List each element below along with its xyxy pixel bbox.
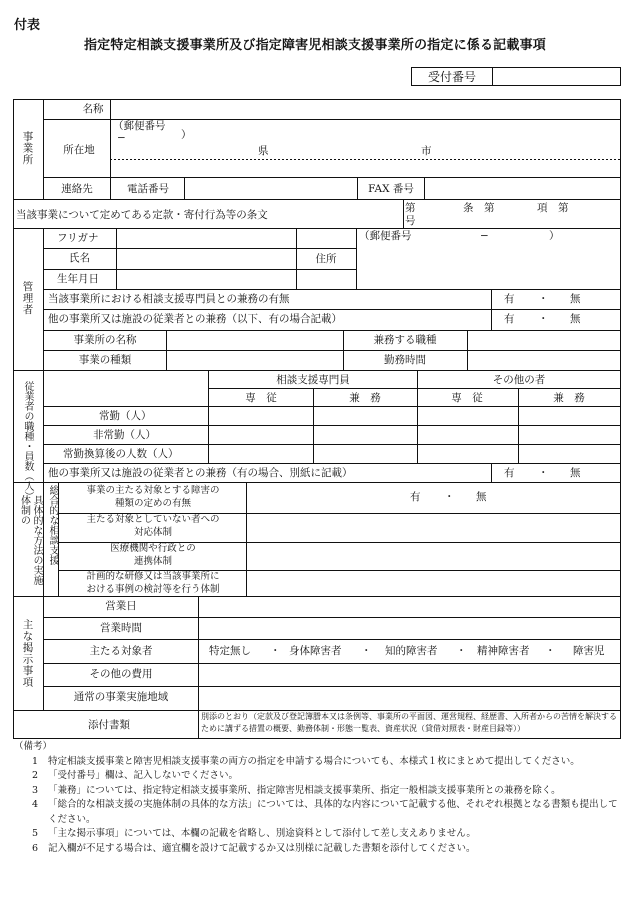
note-text: 「受付番号」欄は、記入しないでください。: [48, 770, 239, 781]
staff-other-concurrent-label: 他の事業所又は施設の従業者との兼務（有の場合、別紙に記載）: [48, 467, 353, 479]
note-item: [14, 769, 622, 784]
articles-gou: 号: [405, 215, 416, 227]
staff-group-label: 従業者の職種・員数（人）: [22, 381, 33, 501]
reception-number-label: 受付番号: [412, 68, 493, 85]
office-fax-label: FAX 番号: [368, 183, 414, 195]
note-number: 3: [31, 784, 38, 796]
target-option-intellectual[interactable]: 知的障害者: [385, 645, 438, 657]
reception-number-box: [411, 67, 621, 86]
service-area-label: 通常の事業実施地域: [73, 691, 169, 703]
note-text: 記入欄が不足する場合は、適宜欄を設けて記載するか又は別様に記載した書類を添付してください。: [48, 842, 476, 854]
support-q1-line1: 事業の主たる対象とする障害の: [86, 485, 220, 496]
note-number: 2: [31, 770, 38, 781]
manager-group-label: 管理者: [21, 281, 34, 316]
target-option-physical[interactable]: 身体障害者: [289, 645, 342, 657]
note-item: [14, 784, 622, 799]
main-items-group-label: 主な掲示事項: [21, 619, 34, 688]
staff-parttime-label: 非常勤（人）: [93, 429, 156, 441]
support-q1-dot: ・: [444, 491, 455, 503]
note-item: [14, 842, 622, 857]
concurrent-other-label: 他の事業所又は施設の従業者との兼務（以下、有の場合記載）: [48, 313, 342, 325]
form-title: 指定特定相談支援事業所及び指定障害児相談支援事業所の指定に係る記載事項: [83, 38, 546, 53]
concurrent-specialist-label: 当該事業所における相談支援専門員との兼務の有無: [48, 293, 290, 305]
staff-other-concurrent-yes[interactable]: 有: [504, 467, 515, 479]
target-option-none[interactable]: 特定無し: [209, 645, 251, 657]
support-q1-line2: 種類の定めの有無: [114, 498, 192, 509]
note-text: 「兼務」については、指定特定相談支援事業所、指定障害児相談支援事業所、指定一般相談支援事業所との兼務を除く。: [48, 784, 561, 796]
manager-hours-label: 勤務時間: [384, 354, 426, 366]
note-text: 「主な掲示事項」については、本欄の記載を省略し、別途資料として添付して差し支えありません。: [48, 828, 476, 839]
manager-postal-label: （郵便番号: [359, 230, 412, 242]
support-q1-no[interactable]: 無: [476, 491, 487, 503]
support-q4-line1: 計画的な研修又は当該事業所に: [86, 571, 220, 582]
office-prefecture-label: 県: [258, 145, 269, 157]
staff-other-concurrent-no[interactable]: 無: [570, 467, 581, 479]
target-dot-4: ・: [545, 645, 556, 657]
articles-label: 当該事業について定めてある定款・寄付行為等の条文: [16, 209, 268, 221]
reception-number-field[interactable]: [493, 68, 620, 85]
target-dot-2: ・: [361, 645, 372, 657]
office-name-label: 名称: [82, 103, 104, 115]
staff-specialist-concurrent: 兼 務: [349, 392, 381, 404]
manager-birth-label: 生年月日: [57, 273, 99, 285]
form-header: 付表: [14, 18, 41, 33]
support-q2-line1: 主たる対象としていない者への: [86, 514, 220, 525]
note-item: [14, 827, 622, 842]
office-postal-close: ）: [181, 129, 192, 141]
notes-title: （備考）: [14, 741, 53, 752]
manager-address-label: 住所: [315, 253, 337, 265]
note-item: [14, 755, 622, 770]
support-outer-label: 具体的な方法の実施体制の: [18, 495, 42, 585]
note-number: 5: [31, 828, 38, 839]
manager-biz-type-label: 事業の種類: [78, 354, 132, 366]
office-address-label: 所在地: [63, 144, 95, 156]
concurrent-specialist-no[interactable]: 無: [570, 293, 581, 305]
office-city-label: 市: [421, 145, 432, 157]
manager-postal-close: ）: [549, 230, 560, 242]
note-number: 6: [31, 842, 38, 854]
office-postal-label: （郵便番号: [113, 120, 166, 132]
target-dot-3: ・: [456, 645, 467, 657]
articles-dai: 第: [405, 202, 416, 214]
note-text: 特定相談支援事業と障害児相談支援事業の両方の指定を申請する場合についても、本様式１枚にまとめて提出してください。: [48, 755, 580, 767]
note-text: 「総合的な相談支援の実施体制の具体的な方法」については、具体的な内容について記載する他、それぞれ根拠となる書類も提出してください。: [48, 799, 618, 825]
notes-section: [14, 740, 622, 856]
business-hours-label: 営業時間: [100, 622, 142, 634]
attachments-text: 別添のとおり（定款及び登記簿謄本又は条例等、事業所の平面図、運営規程、経歴書、入所者からの苦情を解決するために講ずる措置の概要、勤務体制・形態一覧表、資産状況（貸借対照表・財産目録等））: [201, 712, 617, 733]
target-option-mental[interactable]: 精神障害者: [477, 645, 530, 657]
support-q1-yes[interactable]: 有: [410, 491, 421, 503]
support-inner-label: 総合的な相談支援: [47, 485, 58, 565]
support-q2-line2: 対応体制: [133, 527, 173, 538]
office-postal-dash: −: [117, 132, 126, 144]
attachments-label: 添付書類: [88, 719, 130, 731]
staff-fulltime-label: 常勤（人）: [99, 410, 152, 422]
business-days-label: 営業日: [105, 600, 137, 612]
target-dot-1: ・: [270, 645, 281, 657]
manager-postal-dash: −: [480, 230, 489, 242]
note-number: 1: [31, 755, 38, 767]
note-item: [14, 798, 622, 827]
manager-name-label: 氏名: [69, 252, 90, 264]
staff-other-concurrent-dot: ・: [538, 467, 549, 479]
manager-duty-label: 兼務する職種: [373, 334, 437, 346]
support-q3-line1: 医療機関や行政との: [110, 543, 196, 554]
manager-furigana-label: フリガナ: [57, 232, 99, 244]
note-number: 4: [31, 799, 38, 810]
target-persons-label: 主たる対象者: [89, 645, 153, 657]
concurrent-other-dot: ・: [538, 313, 549, 325]
concurrent-other-no[interactable]: 無: [570, 313, 581, 325]
staff-specialist-dedicated: 専 従: [245, 392, 277, 404]
office-group-label: 事業所: [21, 131, 34, 166]
support-q4-line2: おける事例の検討等を行う体制: [86, 584, 220, 595]
staff-specialist-header: 相談支援専門員: [276, 374, 350, 386]
concurrent-specialist-dot: ・: [538, 293, 549, 305]
staff-fte-label: 常勤換算後の人数（人）: [63, 448, 179, 460]
office-tel-label: 電話番号: [127, 183, 169, 195]
concurrent-other-yes[interactable]: 有: [504, 313, 515, 325]
articles-jo: 条 第: [463, 202, 495, 214]
staff-others-header: その他の者: [492, 374, 546, 386]
staff-others-dedicated: 専 従: [451, 392, 483, 404]
staff-others-concurrent: 兼 務: [553, 392, 585, 404]
manager-office-name-label: 事業所の名称: [73, 334, 137, 346]
office-contact-label: 連絡先: [61, 183, 93, 195]
other-fees-label: その他の費用: [89, 668, 153, 680]
articles-kou: 項 第: [537, 202, 569, 214]
target-option-children[interactable]: 障害児: [573, 645, 605, 657]
concurrent-specialist-yes[interactable]: 有: [504, 293, 515, 305]
application-form-table: [13, 99, 621, 739]
office-name-input[interactable]: [110, 103, 621, 119]
support-q3-line2: 連携体制: [133, 556, 173, 567]
